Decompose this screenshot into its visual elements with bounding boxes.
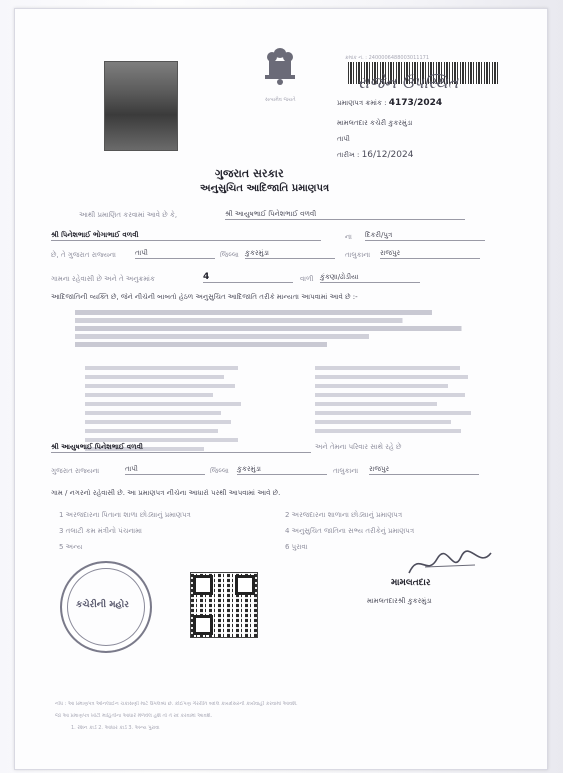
schedule-lines bbox=[75, 307, 495, 350]
certificate-number: 4173/2024 bbox=[388, 98, 443, 108]
date-row bbox=[337, 151, 413, 160]
document-item-2: 2 અરજદારના શાળાના છોડ્યાનું પ્રમાણપત્ર bbox=[285, 511, 403, 519]
taluka-value: કુકરમુંડા bbox=[245, 249, 335, 259]
state-label: છે, તે ગુજરાત રાજ્યના bbox=[51, 251, 116, 259]
signatory-title: મામલતદાર bbox=[391, 578, 431, 588]
national-emblem-icon bbox=[260, 45, 300, 97]
residence-state: ગુજરાત રાજ્યના bbox=[51, 467, 100, 475]
documents-intro: ગામ / નગરનો રહેવાસી છે. આ પ્રમાણપત્ર નીચેના આધારો પરથી આપવામાં આવે છે. bbox=[51, 489, 281, 497]
parent-suffix: અને તેમના પરિવાર સાથે રહે છે bbox=[315, 443, 402, 451]
document-item-1: 1 અરજદારના પિતાના શાળા છોડ્યાનું પ્રમાણપત્ર bbox=[59, 511, 191, 519]
residence-taluka: કુકરમુંડા bbox=[237, 465, 327, 475]
village-label: તાલુકાના bbox=[345, 251, 371, 259]
residence-village-label: તાલુકાના bbox=[333, 467, 359, 475]
tribe-label: વાળી bbox=[300, 275, 314, 283]
certificate-number-row bbox=[337, 99, 442, 108]
certificate-sheet bbox=[14, 8, 548, 770]
qr-code bbox=[190, 572, 258, 638]
government-title: ગુજરાત સરકાર bbox=[215, 167, 284, 180]
order-text: આદિજાતિની વ્યક્તિ છે, જેને નીચેની બાબતો હેઠળ અનુસુચિત આદિજાતિ તરીકે માન્યતા આપવામાં આવે છે :- bbox=[51, 293, 358, 301]
category-label: ગામના રહેવાસી છે અને તે અનુક્રમાંક bbox=[51, 275, 155, 283]
footer-points: 1. રેશન કાર્ડ 2. આધાર કાર્ડ 3. અન્ય પુરાવા bbox=[71, 725, 160, 731]
footer-note: નોંધ : આ પ્રમાણપત્ર ઓનલાઈન ચકાસણી માટે ઉપલબ્ધ છે. કોઈપણ ગેરરીતિ બદલ કાયદેસરની કાર્યવાહી કરવામાં આવશે. bbox=[55, 701, 298, 707]
schedule-list-right bbox=[315, 361, 485, 438]
relation-label: ના bbox=[345, 233, 352, 241]
taluka-label: જિલ્લા bbox=[220, 251, 239, 259]
category-number: 4 bbox=[203, 273, 293, 283]
schedule-list-left bbox=[85, 361, 255, 456]
footer-rules: જો આ પ્રમાણપત્ર ખોટી માહિતીના આધારે મેળવેલ હશે તો તે રદ કરવામાં આવશે. bbox=[55, 713, 213, 719]
signatory-office: મામલતદારશ્રી કુકરમુંડા bbox=[367, 597, 432, 605]
document-item-6: 6 પુરાવા bbox=[285, 543, 308, 551]
residence-taluka-label: જિલ્લા bbox=[210, 467, 229, 475]
document-item-5: 5 અન્ય bbox=[59, 543, 83, 551]
signature-scribble bbox=[405, 547, 495, 581]
parent-name: શ્રી આયુષભાઈ પિનેશભાઈ વળવી bbox=[51, 443, 311, 453]
residence-village: રાજપુર bbox=[369, 465, 479, 475]
district-value: તાપી bbox=[135, 249, 215, 259]
village-value: રાજપુર bbox=[380, 249, 480, 259]
tribe-value: કુંકણા/ઢોડીયા bbox=[320, 273, 420, 283]
document-item-4: 4 અનુસુચિત જાતિના સભ્ય તરીકેનું પ્રમાણપત્ર bbox=[285, 527, 415, 535]
office-seal bbox=[60, 561, 152, 653]
relation: દિકરી/પુત્ર bbox=[365, 231, 485, 241]
intro-text: આથી પ્રમાણિત કરવામાં આવે છે કે, bbox=[79, 211, 178, 219]
issuing-office: મામલતદાર કચેરી કુકરમુંડા bbox=[337, 119, 413, 127]
seal-text: કચેરીની મહોર bbox=[76, 600, 129, 610]
date-label: તારીખ : bbox=[337, 151, 360, 159]
applicant-name: શ્રી આયુષભાઈ પિનેશભાઈ વળવી bbox=[225, 210, 465, 220]
emblem-caption: સત્યમેવ જયતે bbox=[265, 97, 296, 103]
residence-district: તાપી bbox=[125, 465, 205, 475]
handwritten-name: રાજેન ઉપસ્થિત bbox=[357, 73, 459, 92]
document-item-3: 3 તલાટી કમ મંત્રીનો પંચનામા bbox=[59, 527, 142, 535]
applicant-photo bbox=[104, 61, 178, 151]
certificate-number-label: પ્રમાણપત્ર ક્રમાંક : bbox=[337, 99, 387, 107]
certificate-title: અનુસુચિત આદિજાતિ પ્રમાણપત્ર bbox=[200, 183, 330, 194]
serial-number: ક્રમાંક નં. : 2400006488003011171 bbox=[345, 55, 430, 61]
header-district: તાપી bbox=[337, 135, 350, 143]
certificate-date: 16/12/2024 bbox=[361, 150, 414, 160]
father-name: શ્રી પિનેશભાઈ ભોગાભાઈ વળવી bbox=[51, 231, 321, 241]
